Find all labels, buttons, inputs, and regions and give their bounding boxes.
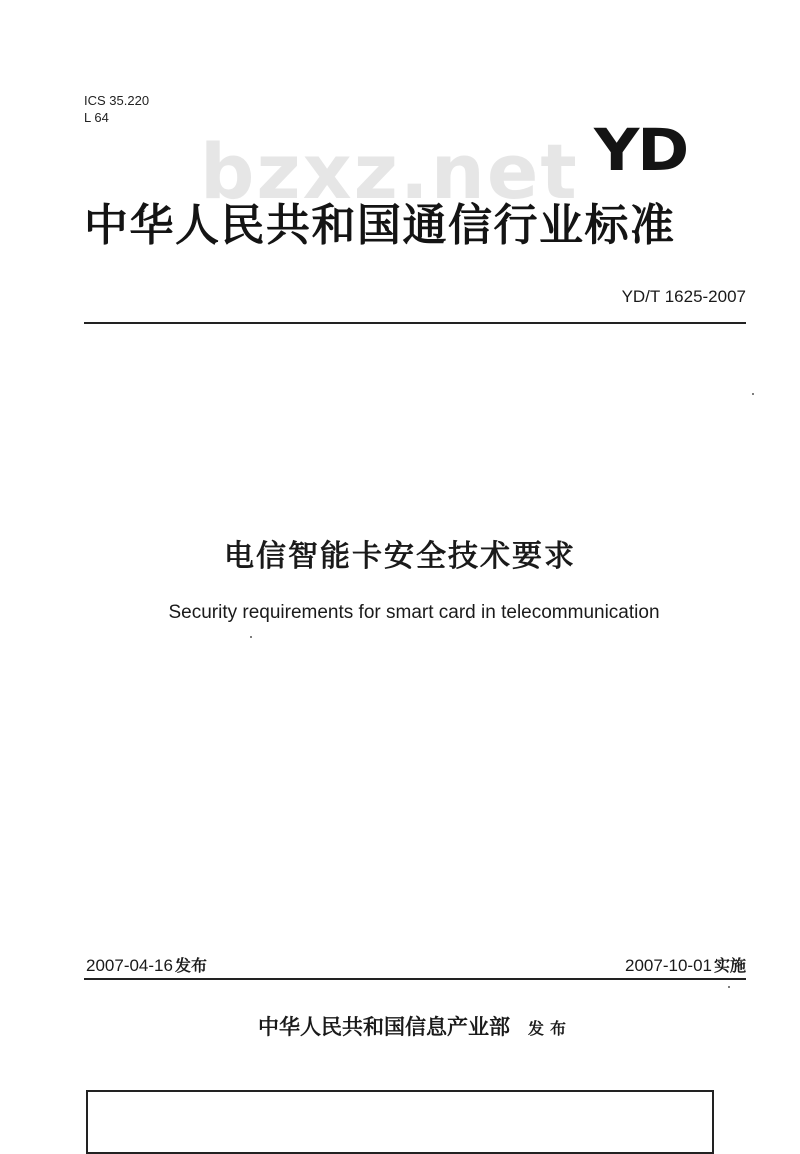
scan-speck	[728, 986, 730, 988]
issue-date-line	[86, 955, 207, 977]
issue-date: 2007-04-16	[86, 956, 173, 975]
header-divider	[84, 322, 746, 324]
classification-codes	[84, 92, 149, 126]
scan-speck	[250, 636, 252, 638]
standard-number: YD/T 1625-2007	[621, 287, 746, 306]
publisher-name: 中华人民共和国信息产业部	[257, 1014, 510, 1039]
ccs-code: L 64	[84, 110, 109, 125]
standard-category-title: 中华人民共和国通信行业标准	[84, 200, 676, 251]
publisher-line	[0, 1012, 800, 1044]
implementation-date: 2007-10-01	[625, 956, 712, 975]
bottom-frame	[86, 1090, 714, 1154]
document-title-chinese: 电信智能卡安全技术要求	[224, 539, 576, 574]
watermark-text: bzxz.net	[200, 127, 579, 216]
ics-code: ICS 35.220	[84, 93, 150, 108]
footer-divider	[84, 978, 746, 980]
publisher-action: 发布	[527, 1019, 572, 1038]
yd-logo: YD	[594, 116, 688, 184]
implementation-label: 实施	[713, 956, 746, 975]
document-title-english: Security requirements for smart card in telecommunication	[168, 602, 660, 623]
implementation-date-line	[625, 955, 746, 977]
issue-label: 发布	[174, 956, 207, 975]
scan-speck	[752, 393, 754, 395]
